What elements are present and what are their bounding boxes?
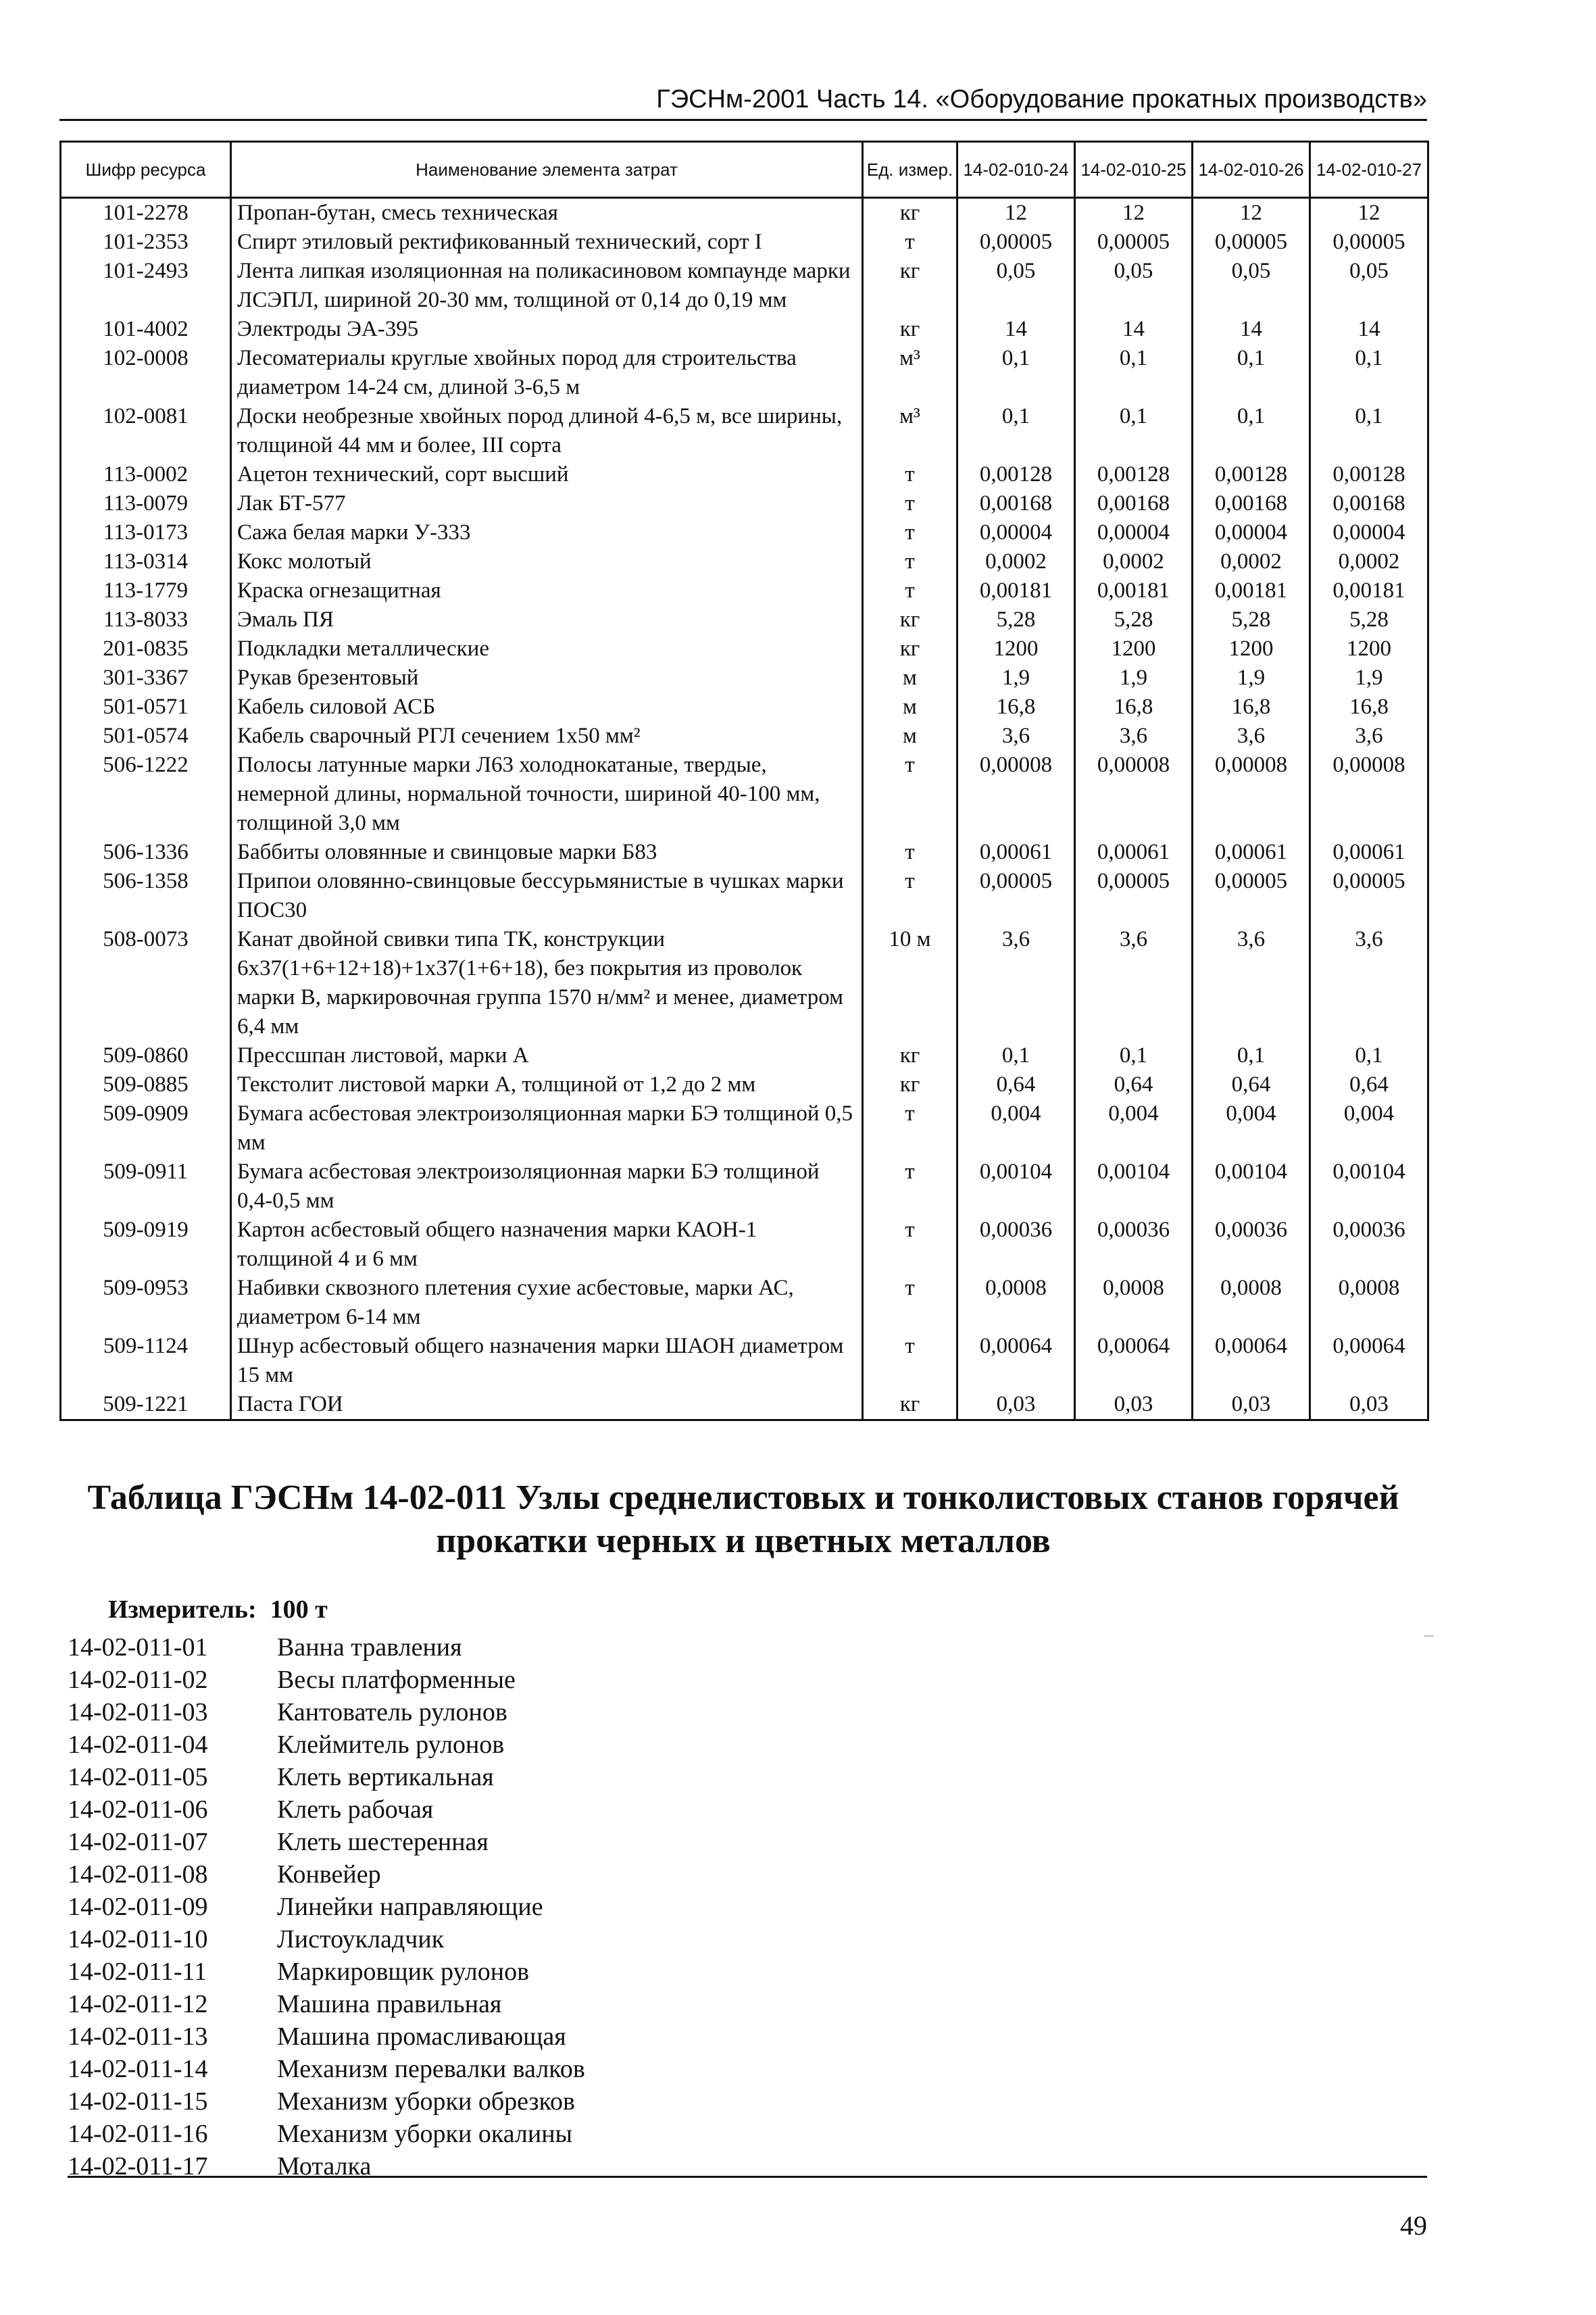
resource-unit: м³: [863, 402, 957, 460]
resource-name: Сажа белая марки У-333: [231, 518, 863, 547]
resource-value: 0,004: [957, 1099, 1075, 1158]
list-item: [68, 1923, 585, 1956]
resource-unit: 10 м: [863, 925, 957, 1041]
list-item: [68, 1631, 585, 1664]
table-row: [61, 460, 1428, 489]
item-name: Линейки направляющие: [277, 1893, 543, 1921]
resource-value: 1200: [1193, 634, 1310, 664]
resource-value: 0,00061: [1075, 838, 1193, 867]
resource-name: Кабель силовой АСБ: [231, 693, 863, 722]
resource-value: 1200: [1310, 634, 1428, 664]
resource-value: 0,1: [957, 1041, 1075, 1070]
item-name: Кантователь рулонов: [277, 1698, 507, 1726]
resource-value: 0,64: [1075, 1070, 1193, 1099]
resource-name: Паста ГОИ: [231, 1390, 863, 1420]
resource-code: 113-0079: [61, 489, 231, 518]
list-item: [68, 1728, 585, 1761]
meter-value: 100 т: [270, 1595, 328, 1624]
table-row: [61, 315, 1428, 344]
resource-unit: м: [863, 722, 957, 751]
table-row: [61, 867, 1428, 925]
resource-unit: кг: [863, 634, 957, 664]
list-item: [68, 2020, 585, 2053]
resource-name: Текстолит листовой марки А, толщиной от 1,2 до 2 мм: [231, 1070, 863, 1099]
table-row: [61, 1099, 1428, 1158]
resource-value: 14: [1075, 315, 1193, 344]
resource-name: Припои оловянно-свинцовые бессурьмянистые в чушках марки ПОС30: [231, 867, 863, 925]
resource-value: 0,00064: [1310, 1332, 1428, 1390]
resource-value: 0,64: [1310, 1070, 1428, 1099]
resource-value: 0,00005: [1193, 228, 1310, 257]
resource-unit: м: [863, 693, 957, 722]
table-row: [61, 257, 1428, 315]
resource-code: 113-0002: [61, 460, 231, 489]
resource-value: 0,00004: [1193, 518, 1310, 547]
resource-name: Бумага асбестовая электроизоляционная марки БЭ толщиной 0,4-0,5 мм: [231, 1158, 863, 1216]
col-header-27: 14-02-010-27: [1310, 142, 1428, 198]
resource-value: 3,6: [957, 925, 1075, 1041]
resource-code: 113-0173: [61, 518, 231, 547]
item-name: Механизм уборки обрезков: [277, 2087, 575, 2116]
resource-name: Картон асбестовый общего назначения марки КАОН-1 толщиной 4 и 6 мм: [231, 1216, 863, 1274]
resource-unit: т: [863, 1332, 957, 1390]
item-code: 14-02-011-17: [68, 2152, 208, 2181]
resource-value: 5,28: [1075, 605, 1193, 634]
resource-unit: т: [863, 867, 957, 925]
resource-value: 1,9: [957, 664, 1075, 693]
resource-value: 0,05: [1310, 257, 1428, 315]
resource-code: 506-1336: [61, 838, 231, 867]
resource-value: 0,0008: [957, 1274, 1075, 1332]
item-code: 14-02-011-01: [68, 1633, 208, 1662]
resource-unit: т: [863, 547, 957, 576]
item-code: 14-02-011-03: [68, 1698, 208, 1726]
resource-value: 0,0008: [1193, 1274, 1310, 1332]
running-header: ГЭСНм-2001 Часть 14. «Оборудование прокатных производств»: [59, 80, 1427, 121]
list-item: [68, 2085, 585, 2118]
resource-value: 3,6: [1193, 925, 1310, 1041]
table-row: [61, 838, 1428, 867]
resource-value: 5,28: [957, 605, 1075, 634]
col-header-24: 14-02-010-24: [957, 142, 1075, 198]
resource-value: 0,00181: [957, 576, 1075, 605]
resource-value: 0,00008: [1075, 751, 1193, 838]
resource-value: 12: [1193, 198, 1310, 228]
resource-value: 0,00005: [957, 867, 1075, 925]
list-item: [68, 2053, 585, 2085]
resource-value: 16,8: [1075, 693, 1193, 722]
resource-value: 0,00036: [957, 1216, 1075, 1274]
resource-name: Спирт этиловый ректификованный технический, сорт I: [231, 228, 863, 257]
resource-unit: кг: [863, 198, 957, 228]
item-name: Клеймитель рулонов: [277, 1731, 505, 1759]
resource-value: 0,05: [1193, 257, 1310, 315]
table-row: [61, 1390, 1428, 1420]
resource-name: Подкладки металлические: [231, 634, 863, 664]
table-header-row: [61, 142, 1428, 198]
table-row: [61, 489, 1428, 518]
resource-code: 101-4002: [61, 315, 231, 344]
resource-value: 0,1: [1193, 402, 1310, 460]
resource-name: Прессшпан листовой, марки А: [231, 1041, 863, 1070]
resource-value: 0,00005: [1075, 228, 1193, 257]
resource-name: Лесоматериалы круглые хвойных пород для строительства диаметром 14-24 см, длиной 3-6,5 м: [231, 344, 863, 402]
resource-name: Кокс молотый: [231, 547, 863, 576]
resource-value: 0,00004: [1075, 518, 1193, 547]
resource-name: Пропан-бутан, смесь техническая: [231, 198, 863, 228]
resource-value: 0,00005: [1310, 867, 1428, 925]
meter: [108, 1595, 328, 1624]
list-item: [68, 1761, 585, 1793]
resource-unit: м³: [863, 344, 957, 402]
resource-value: 0,05: [957, 257, 1075, 315]
resource-unit: т: [863, 838, 957, 867]
resource-value: 0,0002: [1075, 547, 1193, 576]
resource-value: 0,00005: [957, 228, 1075, 257]
resource-value: 0,004: [1075, 1099, 1193, 1158]
table-row: [61, 1274, 1428, 1332]
list-item: [68, 1956, 585, 1988]
resource-name: Ацетон технический, сорт высший: [231, 460, 863, 489]
resource-name: Шнур асбестовый общего назначения марки ШАОН диаметром 15 мм: [231, 1332, 863, 1390]
resource-value: 0,1: [1193, 1041, 1310, 1070]
resource-value: 3,6: [1075, 722, 1193, 751]
item-name: Машина правильная: [277, 1990, 502, 2018]
resource-value: 0,03: [957, 1390, 1075, 1420]
resource-value: 0,00064: [1075, 1332, 1193, 1390]
meter-label: Измеритель:: [108, 1595, 257, 1624]
resource-unit: м: [863, 664, 957, 693]
bottom-rule: [68, 2176, 1427, 2178]
resource-code: 506-1358: [61, 867, 231, 925]
resource-value: 0,00181: [1310, 576, 1428, 605]
resource-value: 0,00061: [1310, 838, 1428, 867]
resource-value: 0,00168: [1310, 489, 1428, 518]
resource-value: 14: [957, 315, 1075, 344]
resource-code: 509-1124: [61, 1332, 231, 1390]
table-row: [61, 402, 1428, 460]
item-code: 14-02-011-02: [68, 1666, 208, 1694]
resource-name: Лента липкая изоляционная на поликасиновом компаунде марки ЛСЭПЛ, шириной 20-30 мм, толщиной от 0,14 до 0,19 мм: [231, 257, 863, 315]
resource-code: 509-0909: [61, 1099, 231, 1158]
item-name: Листоукладчик: [277, 1925, 445, 1953]
resource-value: 16,8: [957, 693, 1075, 722]
resource-value: 0,64: [957, 1070, 1075, 1099]
resource-value: 0,00036: [1193, 1216, 1310, 1274]
resources-table: [59, 141, 1429, 1421]
resource-value: 0,00061: [1193, 838, 1310, 867]
resource-value: 3,6: [1193, 722, 1310, 751]
resource-name: Баббиты оловянные и свинцовые марки Б83: [231, 838, 863, 867]
item-name: Ванна травления: [277, 1633, 462, 1662]
resource-code: 509-0885: [61, 1070, 231, 1099]
item-code: 14-02-011-11: [68, 1958, 207, 1986]
item-code: 14-02-011-14: [68, 2055, 208, 2083]
resource-value: 0,00104: [1193, 1158, 1310, 1216]
item-code: 14-02-011-08: [68, 1860, 208, 1889]
item-name: Машина промасливающая: [277, 2022, 566, 2051]
resource-name: Канат двойной свивки типа ТК, конструкции 6х37(1+6+12+18)+1х37(1+6+18), без покрытия из проволок марки В, маркировочная группа 1570 н/мм² и менее, диаметром 6,4 мм: [231, 925, 863, 1041]
resource-unit: кг: [863, 1041, 957, 1070]
table-row: [61, 1041, 1428, 1070]
table-row: [61, 344, 1428, 402]
resource-value: 0,03: [1075, 1390, 1193, 1420]
item-name: Конвейер: [277, 1860, 381, 1889]
resource-value: 0,00005: [1310, 228, 1428, 257]
resource-value: 0,00036: [1075, 1216, 1193, 1274]
item-code: 14-02-011-07: [68, 1828, 208, 1856]
resource-unit: т: [863, 751, 957, 838]
resource-unit: кг: [863, 257, 957, 315]
item-code: 14-02-011-10: [68, 1925, 208, 1953]
resource-code: 102-0008: [61, 344, 231, 402]
resource-value: 1200: [1075, 634, 1193, 664]
resource-value: 5,28: [1310, 605, 1428, 634]
table-row: [61, 664, 1428, 693]
resource-value: 0,1: [1075, 344, 1193, 402]
table-row: [61, 925, 1428, 1041]
resource-value: 16,8: [1310, 693, 1428, 722]
table-row: [61, 198, 1428, 228]
resource-unit: т: [863, 576, 957, 605]
resource-value: 1,9: [1075, 664, 1193, 693]
item-code: 14-02-011-09: [68, 1893, 208, 1921]
resource-value: 0,00128: [957, 460, 1075, 489]
table-row: [61, 634, 1428, 664]
resource-value: 14: [1193, 315, 1310, 344]
resource-name: Рукав брезентовый: [231, 664, 863, 693]
item-name: Весы платформенные: [277, 1666, 516, 1694]
table-row: [61, 722, 1428, 751]
resource-unit: т: [863, 1158, 957, 1216]
resource-name: Эмаль ПЯ: [231, 605, 863, 634]
list-item: [68, 2118, 585, 2150]
resource-value: 0,00181: [1075, 576, 1193, 605]
item-code: 14-02-011-13: [68, 2022, 208, 2051]
resource-value: 0,1: [1075, 1041, 1193, 1070]
resource-value: 0,00008: [1193, 751, 1310, 838]
resource-value: 0,00104: [1310, 1158, 1428, 1216]
resource-unit: т: [863, 489, 957, 518]
resource-value: 0,00168: [1193, 489, 1310, 518]
item-code: 14-02-011-06: [68, 1795, 208, 1824]
item-code: 14-02-011-12: [68, 1990, 208, 2018]
list-item: [68, 1664, 585, 1696]
resource-value: 1,9: [1310, 664, 1428, 693]
resource-value: 3,6: [1310, 925, 1428, 1041]
resource-value: 0,64: [1193, 1070, 1310, 1099]
resource-name: Набивки сквозного плетения сухие асбестовые, марки АС, диаметром 6-14 мм: [231, 1274, 863, 1332]
resource-value: 12: [1310, 198, 1428, 228]
resource-value: 0,1: [1193, 344, 1310, 402]
resource-code: 102-0081: [61, 402, 231, 460]
resource-value: 0,00036: [1310, 1216, 1428, 1274]
item-code: 14-02-011-05: [68, 1763, 208, 1791]
col-header-name: Наименование элемента затрат: [231, 142, 863, 198]
table-row: [61, 1332, 1428, 1390]
resource-unit: кг: [863, 315, 957, 344]
resource-value: 0,0008: [1310, 1274, 1428, 1332]
list-item: [68, 1696, 585, 1728]
resource-value: 0,00004: [957, 518, 1075, 547]
table-row: [61, 1070, 1428, 1099]
resource-code: 509-0919: [61, 1216, 231, 1274]
resource-value: 0,03: [1310, 1390, 1428, 1420]
resource-code: 301-3367: [61, 664, 231, 693]
resource-unit: кг: [863, 605, 957, 634]
list-item: [68, 1988, 585, 2020]
resource-code: 509-0953: [61, 1274, 231, 1332]
col-header-25: 14-02-010-25: [1075, 142, 1193, 198]
item-name: Механизм уборки окалины: [277, 2120, 573, 2148]
table-row: [61, 518, 1428, 547]
table-row: [61, 1158, 1428, 1216]
resource-code: 113-1779: [61, 576, 231, 605]
list-item: [68, 1826, 585, 1858]
resource-value: 0,00128: [1193, 460, 1310, 489]
resource-unit: т: [863, 1274, 957, 1332]
margin-tick: [1424, 1635, 1434, 1637]
resource-name: Доски необрезные хвойных пород длиной 4-6,5 м, все ширины, толщиной 44 мм и более, III сорта: [231, 402, 863, 460]
resource-value: 0,00168: [957, 489, 1075, 518]
resource-value: 0,0008: [1075, 1274, 1193, 1332]
resource-value: 0,1: [1310, 344, 1428, 402]
resource-value: 0,00064: [1193, 1332, 1310, 1390]
resource-value: 12: [957, 198, 1075, 228]
resource-code: 201-0835: [61, 634, 231, 664]
resource-value: 1200: [957, 634, 1075, 664]
resource-value: 0,00181: [1193, 576, 1310, 605]
item-code: 14-02-011-15: [68, 2087, 208, 2116]
resource-code: 509-0860: [61, 1041, 231, 1070]
table-row: [61, 1216, 1428, 1274]
item-code: 14-02-011-04: [68, 1731, 208, 1759]
col-header-code: Шифр ресурса: [61, 142, 231, 198]
resource-unit: т: [863, 460, 957, 489]
resource-unit: кг: [863, 1390, 957, 1420]
resource-name: Краска огнезащитная: [231, 576, 863, 605]
resource-value: 0,004: [1310, 1099, 1428, 1158]
table-row: [61, 751, 1428, 838]
item-list: [68, 1631, 585, 2183]
table-row: [61, 693, 1428, 722]
resource-name: Электроды ЭА-395: [231, 315, 863, 344]
resource-value: 0,00005: [1075, 867, 1193, 925]
list-item: [68, 1793, 585, 1826]
item-name: Маркировщик рулонов: [277, 1958, 530, 1986]
item-name: Клеть рабочая: [277, 1795, 434, 1824]
table-row: [61, 605, 1428, 634]
resource-name: Полосы латунные марки Л63 холоднокатаные, твердые, немерной длины, нормальной точности, шириной 40-100 мм, толщиной 3,0 мм: [231, 751, 863, 838]
resource-value: 3,6: [957, 722, 1075, 751]
list-item: [68, 1858, 585, 1891]
item-name: Клеть вертикальная: [277, 1763, 494, 1791]
resource-value: 1,9: [1193, 664, 1310, 693]
resource-value: 0,00061: [957, 838, 1075, 867]
table-row: [61, 228, 1428, 257]
resource-name: Лак БТ-577: [231, 489, 863, 518]
resource-code: 508-0073: [61, 925, 231, 1041]
item-name: Механизм перевалки валков: [277, 2055, 585, 2083]
resource-value: 0,00128: [1075, 460, 1193, 489]
item-code: 14-02-011-16: [68, 2120, 208, 2148]
resource-code: 501-0574: [61, 722, 231, 751]
resource-unit: т: [863, 518, 957, 547]
resource-name: Кабель сварочный РГЛ сечением 1х50 мм²: [231, 722, 863, 751]
resource-unit: т: [863, 1099, 957, 1158]
resource-value: 0,1: [957, 402, 1075, 460]
resource-value: 0,00128: [1310, 460, 1428, 489]
resource-code: 509-1221: [61, 1390, 231, 1420]
resource-code: 113-8033: [61, 605, 231, 634]
resource-value: 16,8: [1193, 693, 1310, 722]
resource-code: 509-0911: [61, 1158, 231, 1216]
table-row: [61, 547, 1428, 576]
section-title: Таблица ГЭСНм 14-02-011 Узлы среднелистовых и тонколистовых станов горячей прокатки черных и цветных металлов: [87, 1478, 1399, 1560]
resource-value: 12: [1075, 198, 1193, 228]
resource-name: Бумага асбестовая электроизоляционная марки БЭ толщиной 0,5 мм: [231, 1099, 863, 1158]
resource-value: 0,00008: [1310, 751, 1428, 838]
resource-value: 0,00104: [1075, 1158, 1193, 1216]
page-number: 49: [1400, 2210, 1427, 2241]
resource-value: 0,00005: [1193, 867, 1310, 925]
item-name: Моталка: [277, 2152, 372, 2181]
resource-value: 0,03: [1193, 1390, 1310, 1420]
resource-code: 101-2493: [61, 257, 231, 315]
col-header-unit: Ед. измер.: [863, 142, 957, 198]
resource-unit: кг: [863, 1070, 957, 1099]
col-header-26: 14-02-010-26: [1193, 142, 1310, 198]
resource-value: 0,00004: [1310, 518, 1428, 547]
resource-code: 113-0314: [61, 547, 231, 576]
resource-code: 101-2278: [61, 198, 231, 228]
resource-unit: т: [863, 1216, 957, 1274]
resource-value: 0,05: [1075, 257, 1193, 315]
resource-value: 3,6: [1310, 722, 1428, 751]
resource-value: 0,1: [1310, 1041, 1428, 1070]
resource-value: 0,0002: [1193, 547, 1310, 576]
list-item: [68, 1891, 585, 1923]
resource-value: 0,00064: [957, 1332, 1075, 1390]
resource-unit: т: [863, 228, 957, 257]
item-name: Клеть шестеренная: [277, 1828, 489, 1856]
resource-value: 5,28: [1193, 605, 1310, 634]
resource-value: 0,1: [1075, 402, 1193, 460]
resource-value: 0,004: [1193, 1099, 1310, 1158]
resource-value: 0,0002: [957, 547, 1075, 576]
resource-value: 0,1: [1310, 402, 1428, 460]
table-row: [61, 576, 1428, 605]
resource-value: 0,00008: [957, 751, 1075, 838]
resource-value: 14: [1310, 315, 1428, 344]
resource-value: 3,6: [1075, 925, 1193, 1041]
resource-code: 506-1222: [61, 751, 231, 838]
resource-value: 0,00104: [957, 1158, 1075, 1216]
resource-code: 501-0571: [61, 693, 231, 722]
resource-value: 0,1: [957, 344, 1075, 402]
resource-value: 0,0002: [1310, 547, 1428, 576]
resource-value: 0,00168: [1075, 489, 1193, 518]
resource-code: 101-2353: [61, 228, 231, 257]
